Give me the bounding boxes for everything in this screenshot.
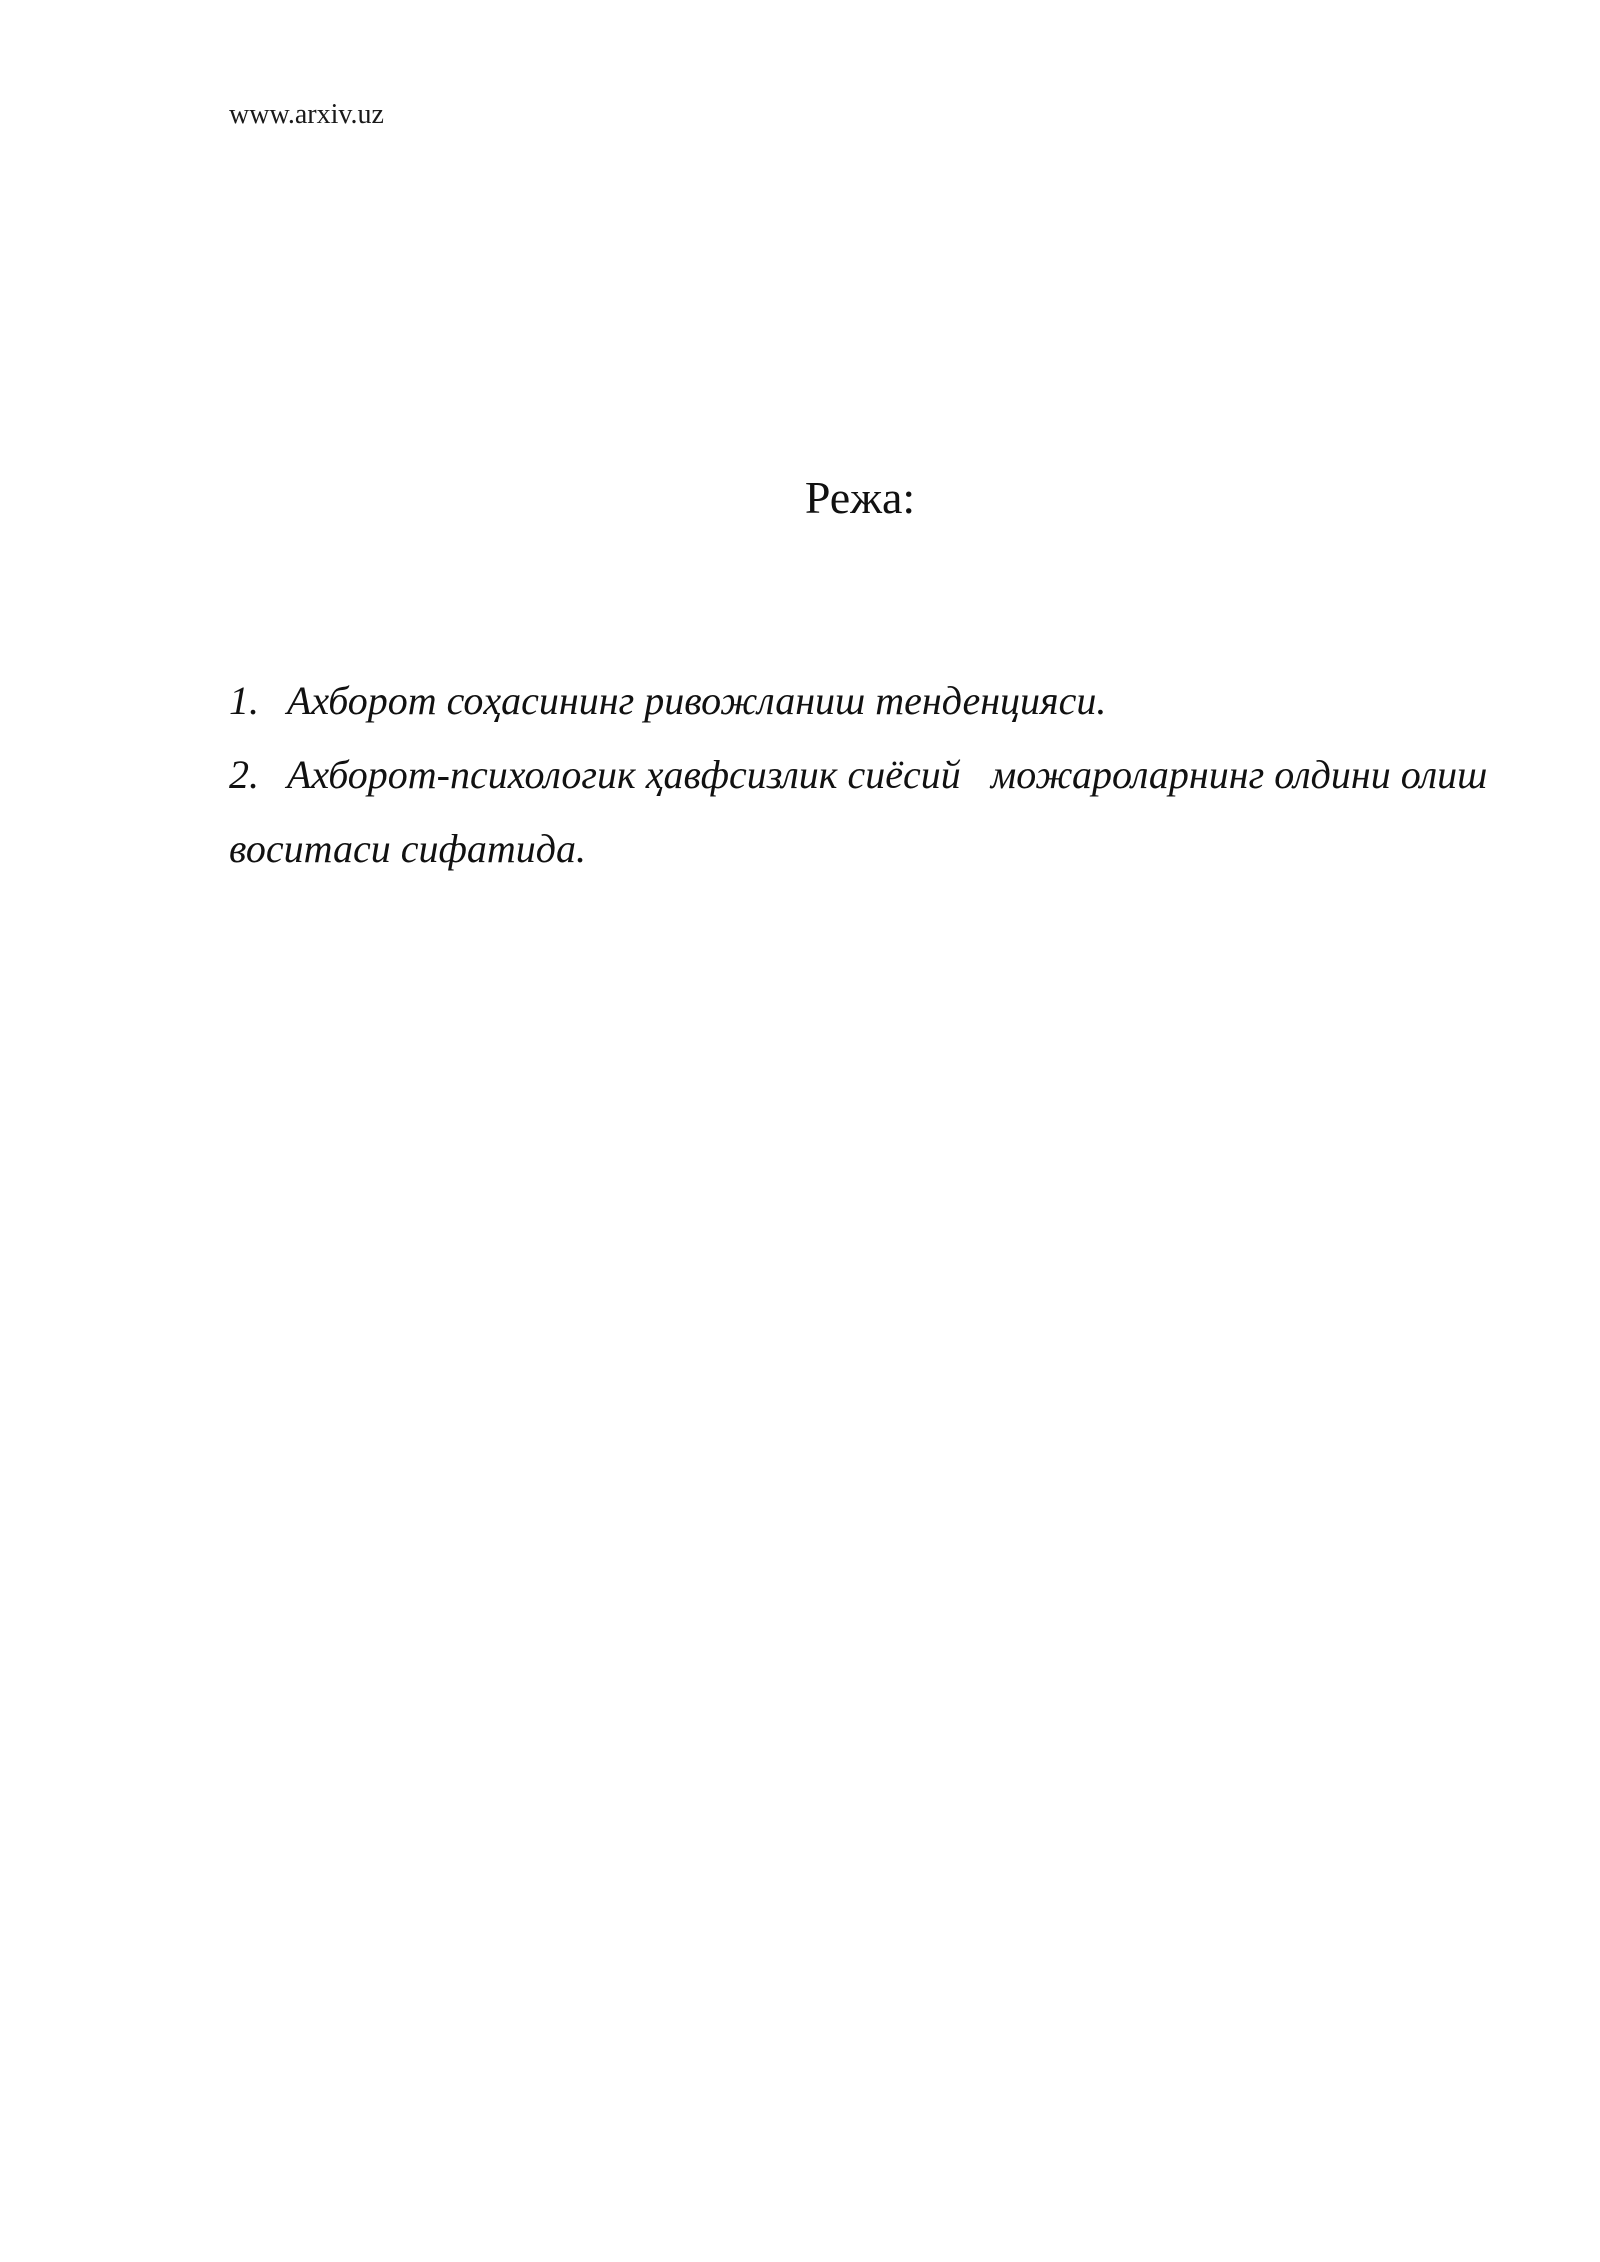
plan-item-text: Ахборот-психологик ҳавфсизлик сиёсий можароларнинг олдини олиш воситаси сифатида.: [229, 752, 1498, 871]
plan-item-2: [229, 738, 1498, 886]
plan-item-1: [229, 664, 1489, 738]
header-url: www.arxiv.uz: [229, 99, 384, 130]
plan-item-number: 1.: [229, 678, 259, 723]
plan-list: [229, 664, 1498, 886]
plan-title: Режа:: [804, 472, 916, 523]
plan-item-number: 2.: [229, 752, 259, 797]
plan-item-text: Ахборот соҳасининг ривожланиш тенденцияси.: [287, 678, 1107, 723]
